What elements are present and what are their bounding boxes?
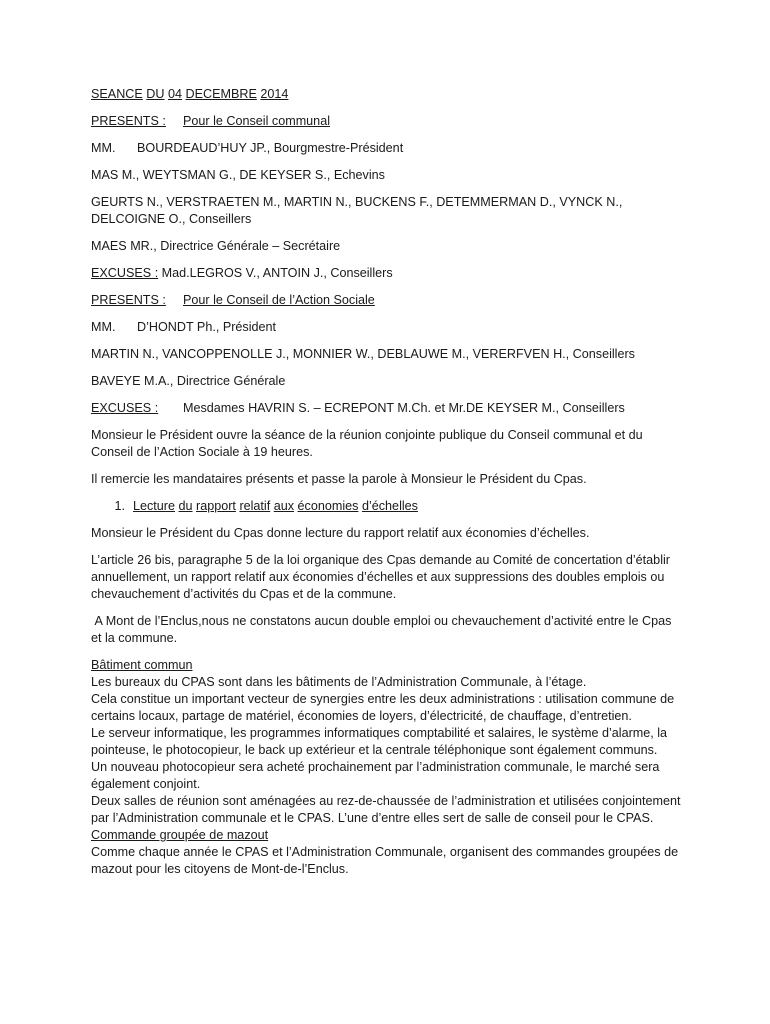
president-cpas-text: D’HONDT Ph., Président [137, 320, 277, 334]
seance-word: 04 [168, 87, 183, 101]
point-title-word: économies [297, 499, 359, 513]
section-line: Deux salles de réunion sont aménagées au rez-de-chaussée de l’administration et utilisées conjointement par l’Administration communale et le CPAS. L’une d’entre elles sert de salle de conseil pour le CPAS. [91, 794, 681, 825]
body-paragraph: A Mont de l’Enclus,nous ne constatons aucun double emploi ou chevauchement d’activité entre le Cpas et la commune. [91, 614, 675, 645]
presents-conseil-communal [91, 113, 681, 130]
mazout-section [91, 827, 681, 878]
point-title-word: aux [273, 499, 295, 513]
echevins-line: MAS M., WEYTSMAN G., DE KEYSER S., Echevins [91, 168, 385, 182]
section-heading: Bâtiment commun [91, 658, 193, 672]
conseillers-communaux-line: GEURTS N., VERSTRAETEN M., MARTIN N., BUCKENS F., DETEMMERMAN D., VYNCK N., DELCOIGNE O., Conseillers [91, 195, 623, 226]
excuses-label: EXCUSES : [91, 401, 159, 415]
section-heading: Commande groupée de mazout [91, 828, 269, 842]
presents-action-sociale [91, 292, 681, 309]
presents-title: Pour le Conseil de l’Action Sociale [183, 293, 375, 307]
excuses-communal-line [91, 265, 681, 282]
president-cpas-line [91, 319, 681, 336]
bourgmestre-text: BOURDEAUD’HUY JP., Bourgmestre-Président [137, 141, 404, 155]
excuses-text: Mad.LEGROS V., ANTOIN J., Conseillers [158, 266, 393, 280]
seance-word: DECEMBRE [185, 87, 257, 101]
mm-label: MM. [91, 320, 116, 334]
mm-label: MM. [91, 141, 116, 155]
point-number: 1. [114, 499, 125, 513]
bourgmestre-line [91, 140, 681, 157]
point-heading [91, 498, 681, 515]
point-title-word: d’échelles [361, 499, 418, 513]
section-line: Comme chaque année le CPAS et l’Administration Communale, organisent des commandes groupées de mazout pour les citoyens de Mont-de-l’Enclus. [91, 845, 679, 876]
section-line: Les bureaux du CPAS sont dans les bâtiments de l’Administration Communale, à l’étage. [91, 675, 587, 689]
presents-label: PRESENTS : [91, 293, 166, 307]
batiment-commun-section [91, 657, 681, 827]
presents-title: Pour le Conseil communal [183, 114, 330, 128]
body-paragraph: Monsieur le Président du Cpas donne lecture du rapport relatif aux économies d’échelles. [91, 526, 590, 540]
section-line: Cela constitue un important vecteur de synergies entre les deux administrations : utilisation commune de certains locaux, partage de matériel, économies de loyers, d’électricité, de chauffage, d’entretien. [91, 692, 675, 723]
conseillers-cpas-line: MARTIN N., VANCOPPENOLLE J., MONNIER W., DEBLAUWE M., VERERFVEN H., Conseillers [91, 347, 635, 361]
directrice-line: BAVEYE M.A., Directrice Générale [91, 374, 286, 388]
excuses-label: EXCUSES : [91, 266, 159, 280]
seance-title [91, 86, 681, 103]
excuses-text: Mesdames HAVRIN S. – ECREPONT M.Ch. et Mr.DE KEYSER M., Conseillers [183, 401, 625, 415]
intro-paragraph: Il remercie les mandataires présents et passe la parole à Monsieur le Président du Cpas. [91, 472, 587, 486]
point-title-word: du [178, 499, 193, 513]
document-page [91, 86, 681, 878]
presents-label: PRESENTS : [91, 114, 166, 128]
section-line: Un nouveau photocopieur sera acheté prochainement par l’administration communale, le marché sera également conjoint. [91, 760, 660, 791]
point-title-word: relatif [239, 499, 271, 513]
seance-word: SEANCE [91, 87, 143, 101]
section-line: Le serveur informatique, les programmes informatiques comptabilité et salaires, le système d’alarme, la pointeuse, le photocopieur, le back up extérieur et la centrale téléphonique sont également communs. [91, 726, 668, 757]
seance-word: DU [146, 87, 165, 101]
intro-paragraph: Monsieur le Président ouvre la séance de la réunion conjointe publique du Conseil communal et du Conseil de l’Action Sociale à 19 heures. [91, 428, 643, 459]
body-paragraph: L’article 26 bis, paragraphe 5 de la loi organique des Cpas demande au Comité de concertation d’établir annuellement, un rapport relatif aux économies d’échelles et aux suppressions des doubles emplois ou chevauchement d’activités du Cpas et de la commune. [91, 553, 670, 601]
point-title-word: rapport [196, 499, 236, 513]
point-title-word: Lecture [133, 499, 176, 513]
excuses-cpas-line [91, 400, 681, 417]
seance-word: 2014 [260, 87, 289, 101]
secretaire-line: MAES MR., Directrice Générale – Secrétaire [91, 239, 341, 253]
